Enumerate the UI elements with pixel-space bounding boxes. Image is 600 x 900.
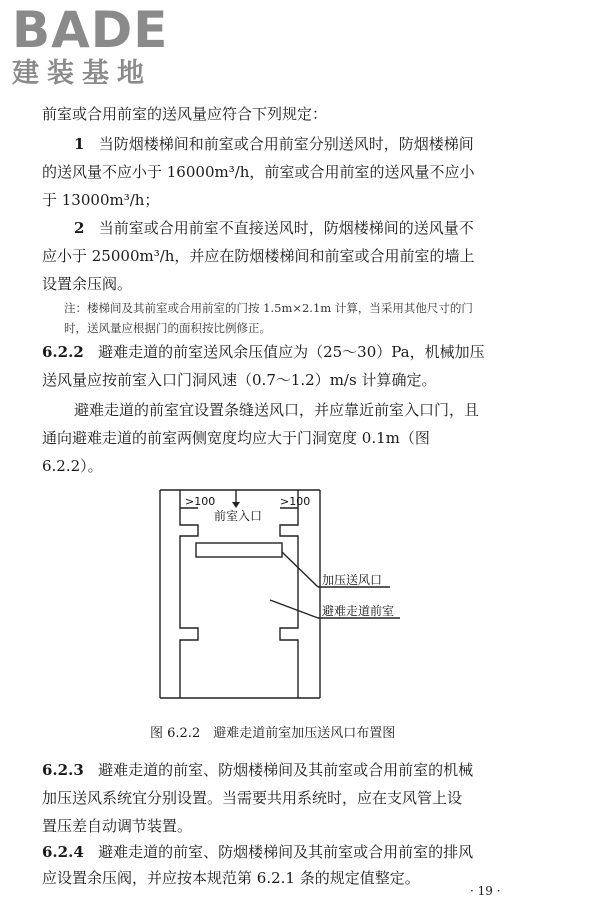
page-number: · 19 · <box>470 884 501 898</box>
text-line: 送风量应按前室入口门洞风速（0.7～1.2）m/s 计算确定。 <box>42 371 437 389</box>
vent-leader-line <box>282 552 318 587</box>
pressurization-vent <box>196 543 282 557</box>
item-text: 当防烟楼梯间和前室或合用前室分别送风时，防烟楼梯间 <box>98 135 474 153</box>
text-line: 应设置余压阀，并应按本规范第 6.2.1 条的规定值整定。 <box>42 869 420 887</box>
clause-text: 避难走道的前室、防烟楼梯间及其前室或合用前室的机械 <box>98 761 474 779</box>
right-wall <box>280 490 298 698</box>
clause-number: 6.2.3 <box>42 761 84 779</box>
item-number: 1 <box>74 135 85 153</box>
logo-subtitle: 建装基地 <box>12 58 152 89</box>
note-line: 注：楼梯间及其前室或合用前室的门按 1.5m×2.1m 计算，当采用其他尺寸的门 <box>64 301 473 315</box>
dim-label-left: >100 <box>185 495 216 508</box>
item-number: 2 <box>74 219 85 237</box>
figure-caption: 图 6.2.2 避难走道前室加压送风口布置图 <box>150 726 396 741</box>
clause-number: 6.2.2 <box>42 343 84 361</box>
room-label: 避难走道前室 <box>322 604 395 618</box>
vent-label: 加压送风口 <box>322 573 383 587</box>
entrance-label: 前室入口 <box>214 509 263 523</box>
item-text: 当前室或合用前室不直接送风时，防烟楼梯间的送风量不 <box>98 219 474 237</box>
text-line: 前室或合用前室的送风量应符合下列规定： <box>42 105 328 123</box>
clause-6-2-4 <box>42 842 473 862</box>
text-line: 的送风量不应小于 16000m³/h，前室或合用前室的送风量不应小 <box>42 163 475 181</box>
clause-text: 避难走道的前室、防烟楼梯间及其前室或合用前室的排风 <box>98 843 474 861</box>
entrance-arrowhead <box>232 502 240 508</box>
text-line: 设置余压阀。 <box>42 275 133 293</box>
text-line: 置压差自动调节装置。 <box>42 817 193 835</box>
text-line: 于 13000m³/h； <box>42 191 160 209</box>
note-line: 时，送风量应根据门的面积按比例修正。 <box>64 321 271 335</box>
text-line: 加压送风系统宜分别设置。当需要共用系统时，应在支风管上设 <box>42 789 463 807</box>
text-line: 避难走道的前室宜设置条缝送风口，并应靠近前室入口门，且 <box>74 401 480 419</box>
logo-brand: BADE <box>12 1 169 59</box>
dim-label-right: >100 <box>280 495 311 508</box>
clause-number: 6.2.4 <box>42 843 84 861</box>
text-line: 应小于 25000m³/h，并应在防烟楼梯间和前室或合用前室的墙上 <box>42 247 475 265</box>
clause-text: 避难走道的前室送风余压值应为（25～30）Pa，机械加压 <box>98 343 485 361</box>
left-wall <box>180 490 198 698</box>
text-line: 通向避难走道的前室两侧宽度均应大于门洞宽度 0.1m（图 <box>42 429 430 447</box>
text-line: 6.2.2）。 <box>42 457 103 475</box>
clause-6-2-3 <box>42 760 473 780</box>
room-leader-line <box>270 600 318 618</box>
